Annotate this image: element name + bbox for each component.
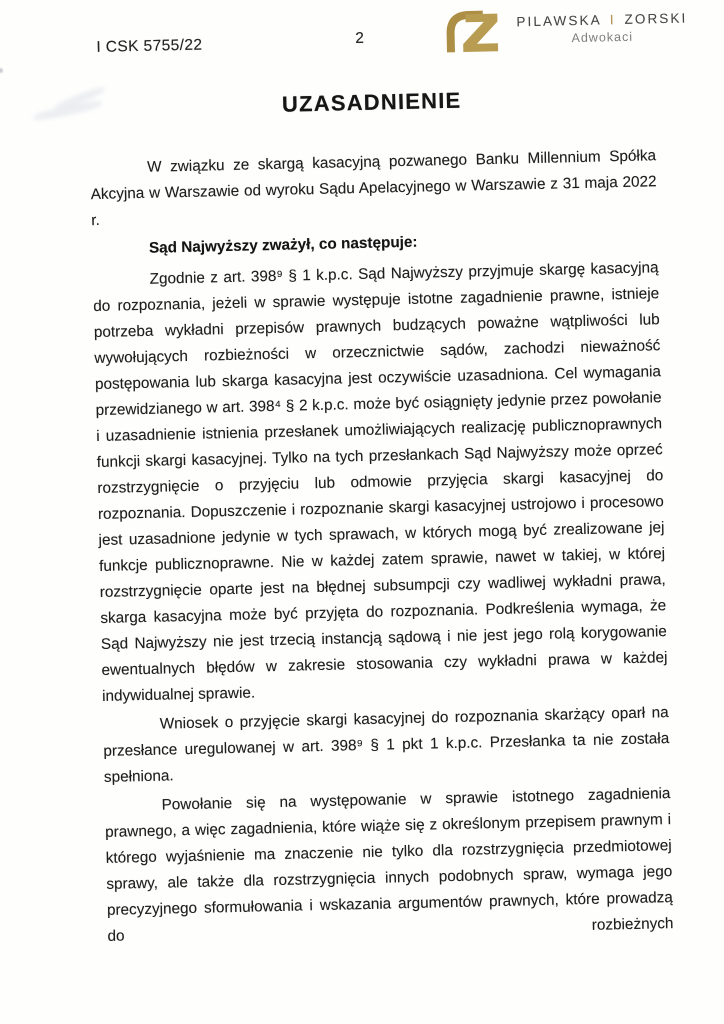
- firm-name-left: PILAWSKA: [516, 12, 602, 30]
- firm-name-right: ZORSKI: [624, 10, 688, 27]
- firm-name: [511, 10, 693, 29]
- case-number: I CSK 5755/22: [96, 36, 203, 56]
- document-title: UZASADNIENIE: [281, 87, 462, 117]
- page-number: 2: [355, 29, 365, 48]
- paragraph-legal-question: Powołanie się na występowanie w sprawie istotnego zagadnienia prawnego, a więc zagadnienia, które wiąże się z określonym przepisem prawnym i którego wyjaśnienie ma znaczenie nie tylko dla rozstrzygnięcia przedmiotowej sprawy, ale także dla rozstrzygnięcia innych podobnych spraw, wymaga jego precyzyjnego sformułowania i wskazania argumentów prawnych, które prowadzą do rozbieżnych: [105, 785, 674, 945]
- firm-name-separator: I: [609, 12, 616, 28]
- paragraph-legal-basis: Zgodnie z art. 398⁹ § 1 k.p.c. Sąd Najwyższy przyjmuje skargę kasacyjną do rozpoznania, jeżeli w sprawie występuje istotne zagadnienie prawne, istnieje potrzeba wykładni przepisów prawnych budzących poważne wątpliwości lub wywołujących rozbieżności w orzecznictwie sądów, zachodzi nieważność postępowania lub skarga kasacyjna jest oczywiście uzasadniona. Cel wymagania przewidzianego w art. 398⁴ § 2 k.p.c. może być osiągnięty jedynie przez powołanie i uzasadnienie istnienia przesłanek umożliwiających realizację publicznoprawnych funkcji skargi kasacyjnej. Tylko na tych przesłankach Sąd Najwyższy może oprzeć rozstrzygnięcie o przyjęciu lub odmowie przyjęcia skargi kasacyjnej do rozpoznania. Dopuszczenie i rozpoznanie skargi kasacyjnej ustrojowo i procesowo jest uzasadnione jedynie w tych sprawach, w których mogą być zrealizowane jej funkcje publicznoprawne. Nie w każdej zatem sprawie, nawet w takiej, w której rozstrzygnięcie oparte jest na błędnej subsumpcji czy wadliwej wykładni prawa, skarga kasacyjna może być przyjęta do rozpoznania. Podkreślenia wymaga, że Sąd Najwyższy nie jest trzecią instancją sądową i nie jest jego rolą korygowanie ewentualnych błędów w zakresie stosowania czy wykładni prawa w każdej indywidualnej sprawie.: [93, 259, 668, 705]
- document-body: [90, 143, 674, 953]
- firm-subtitle: Adwokaci: [571, 29, 634, 46]
- paragraph-court-heading: Sąd Najwyższy zważył, co następuje:: [148, 233, 418, 257]
- firm-name-block: [510, 0, 693, 46]
- paragraph-motion: Wniosek o przyjęcie skargi kasacyjnej do rozpoznania skarżący oparł na przesłance uregulowanej w art. 398⁹ § 1 pkt 1 k.p.c. Przesłanka ta nie została spełniona.: [103, 704, 670, 786]
- law-firm-logo: [440, 0, 693, 54]
- pz-monogram-icon: [441, 5, 500, 54]
- scan-speck: [0, 68, 3, 73]
- paragraph-intro: W związku ze skargą kasacyjną pozwanego Banku Millennium Spółka Akcyjna w Warszawie od wyroku Sądu Apelacyjnego w Warszawie z 31 maja 2022 r.: [90, 147, 657, 230]
